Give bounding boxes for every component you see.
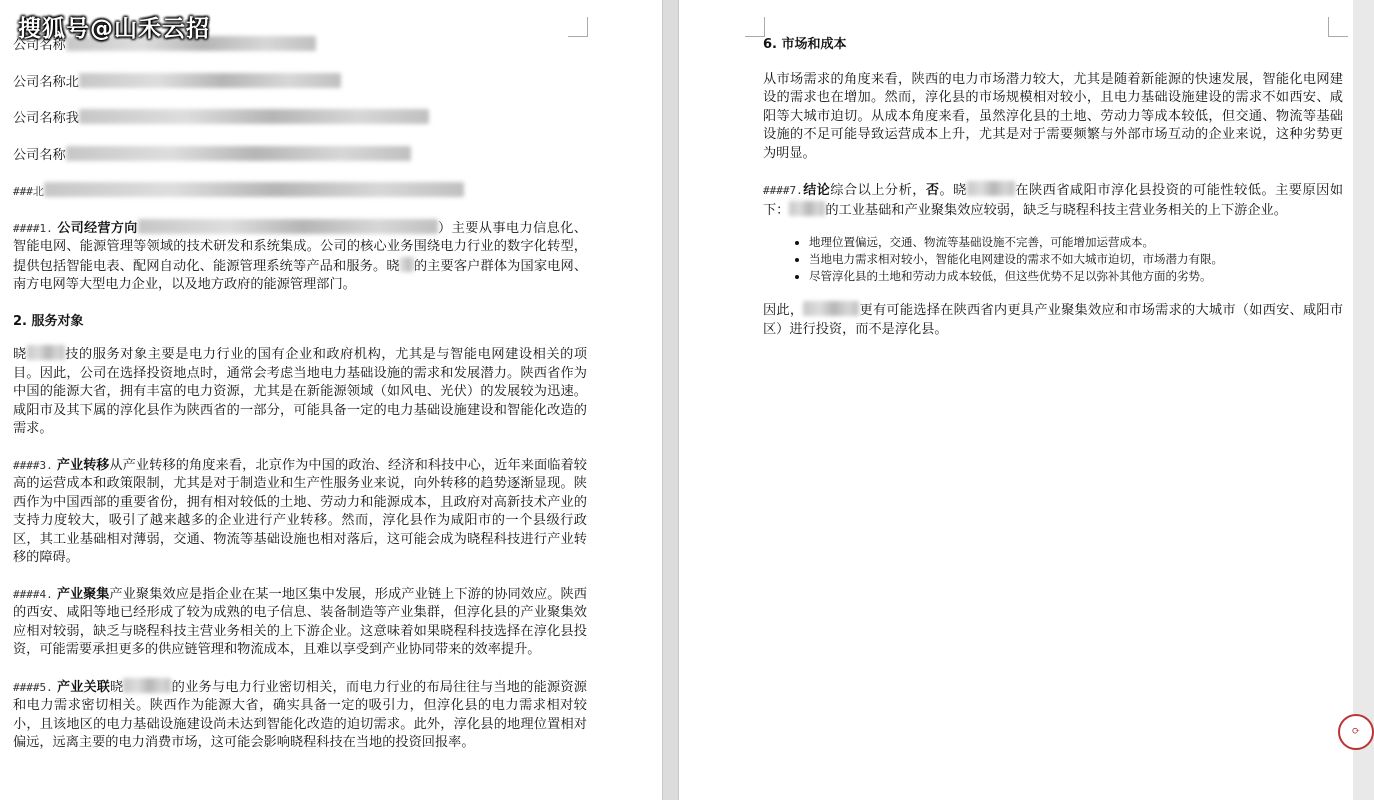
company-line: 公司名称我 <box>13 109 587 129</box>
section-6-title: 6. 市场和成本 <box>763 37 847 52</box>
left-page-content <box>13 36 587 771</box>
section-4: ####4. 产业聚集产业聚集效应是指企业在某一地区集中发展，形成产业链上下游的协同效应。陕西的西安、咸阳等地已经形成了较为成熟的电子信息、装备制造等产业集群，但淳化县的产业聚集效应相对较弱，缺乏与晓程科技主营业务相关的上下游企业。这意味着如果晓程科技选择在淳化县投资，可能需要承担更多的供应链管理和物流成本，且难以享受到产业协同带来的效率提升。 <box>13 586 587 657</box>
section-2: 晓 技的服务对象主要是电力行业的国有企业和政府机构，尤其是与智能电网建设相关的项目。因此，公司在选择投资地点时，通常会考虑当地电力基础设施的需求和发展潜力。陕西省作为中国的能源大省，拥有丰富的电力资源，尤其是在新能源领域（如风电、光伏）的发展较为迅速。咸阳市及其下属的淳化县作为陕西省的一部分，可能具备一定的电力基础设施建设和智能化改造的需求。 <box>13 347 588 436</box>
list-item: • 尽管淳化县的土地和劳动力成本较低，但这些优势不足以弥补其他方面的劣势。 <box>809 268 1343 285</box>
heading-line: ###北 <box>13 182 587 202</box>
conclusion-list <box>763 234 1343 285</box>
crop-mark <box>1328 17 1348 37</box>
watermark: 搜狐号@山禾云招 <box>18 16 210 42</box>
section-7: ####7.结论综合以上分析，否。晓 在陕西省咸阳市淳化县投资的可能性较低。主要原因如下： 的工业基础和产业聚集效应较弱，缺乏与晓程科技主营业务相关的上下游企业。 <box>763 183 1344 218</box>
redacted-text <box>79 73 341 88</box>
crop-mark <box>568 17 588 37</box>
crop-mark <box>745 17 765 37</box>
company-line: 公司名称 <box>13 146 587 166</box>
company-line: 公司名称北 <box>13 73 587 93</box>
list-item: • 地理位置偏远，交通、物流等基础设施不完善，可能增加运营成本。 <box>809 234 1343 251</box>
redacted-text <box>79 109 429 124</box>
floating-badge-icon[interactable]: ⟳ <box>1338 714 1374 750</box>
redacted-text <box>44 182 464 197</box>
section-6: 从市场需求的角度来看，陕西的电力市场潜力较大，尤其是随着新能源的快速发展，智能化电网建设的需求也在增加。然而，淳化县的市场规模相对较小，且电力基础设施建设的需求不如西安、咸阳等大城市迫切。从成本角度来看，虽然淳化县的土地、劳动力等成本较低，但交通、物流等基础设施的不足可能导致运营成本上升，尤其是对于需要频繁与外部市场互动的企业来说，这种劣势更为明显。 <box>763 71 1343 161</box>
section-2-title: 2. 服务对象 <box>13 313 84 329</box>
redacted-text <box>803 301 859 316</box>
page-gap <box>662 0 679 800</box>
redacted-text <box>789 201 825 216</box>
company-line: 公司名称 <box>13 36 587 56</box>
list-item: • 当地电力需求相对较小，智能化电网建设的需求不如大城市迫切，市场潜力有限。 <box>809 251 1343 268</box>
section-3: ####3. 产业转移从产业转移的角度来看，北京作为中国的政治、经济和科技中心，近年来面临着较高的运营成本和政策限制，尤其是对于制造业和生产性服务业来说，向外转移的趋势逐渐显现。陕西作为中国西部的重要省份，拥有相对较低的土地、劳动力和能源成本，且政府对高新技术产业的支持力度较大，吸引了越来越多的企业进行产业转移。然而，淳化县作为咸阳市的一个县级行政区，其工业基础相对薄弱，交通、物流等基础设施也相对落后，这可能会成为晓程科技进行产业转移的障碍。 <box>13 457 587 565</box>
redacted-text <box>123 678 171 693</box>
redacted-text <box>967 181 1015 196</box>
right-page-content <box>763 36 1343 339</box>
redacted-text <box>400 257 414 272</box>
redacted-text <box>66 146 411 161</box>
redacted-text <box>138 219 438 234</box>
final-paragraph: 因此， 更有可能选择在陕西省内更具产业聚集效应和市场需求的大城市（如西安、咸阳市区）进行投资，而不是淳化县。 <box>763 303 1344 337</box>
redacted-text <box>27 345 65 360</box>
section-1: ####1. 公司经营方向 ）主要从事电力信息化、智能电网、能源管理等领域的技术研发和系统集成。公司的核心业务围绕电力行业的数字化转型，提供包括智能电表、配网自动化、能源管理系统等产品和服务。晓 的主要客户群体为国家电网、南方电网等大型电力企业，以及地方政府的能源管理部门。 <box>13 220 588 292</box>
section-5: ####5. 产业关联晓 的业务与电力行业密切相关，而电力行业的布局往往与当地的能源资源和电力需求密切相关。陕西作为能源大省，确实具备一定的吸引力，但淳化县的电力需求相对较小，且该地区的电力基础设施建设尚未达到智能化改造的迫切需求。此外，淳化县的地理位置相对偏远，远离主要的电力消费市场，这可能会影响晓程科技在当地的投资回报率。 <box>13 679 587 750</box>
